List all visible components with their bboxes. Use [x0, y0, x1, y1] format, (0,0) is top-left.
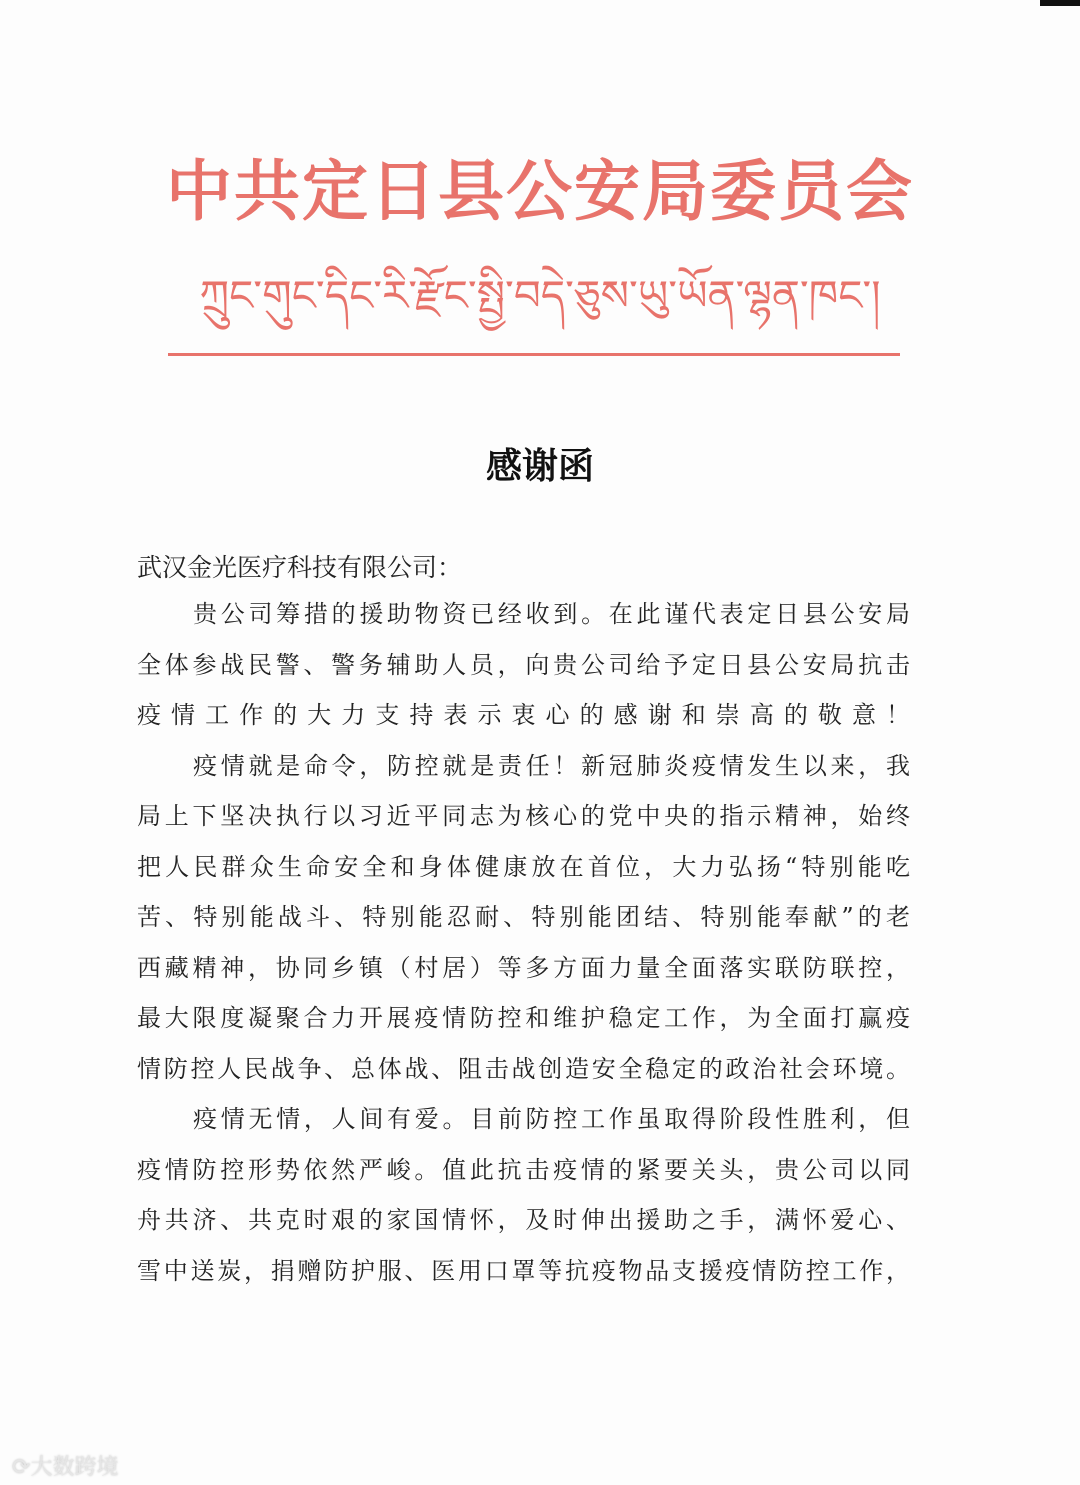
body-line: 贵公司筹措的援助物资已经收到。在此谨代表定日县公安局	[193, 600, 910, 628]
body-line: 疫情无情，人间有爱。目前防控工作虽取得阶段性胜利，但	[193, 1105, 910, 1133]
letter-body	[137, 596, 910, 1303]
letterhead-organization-tibetan: ཀྲུང་གུང་དིང་རི་རྫོང་སྤྱི་བདེ་ཅུས་ཡུ་ཡོན་ལྷན་ཁང་།	[199, 271, 881, 320]
body-line: 局上下坚决执行以习近平同志为核心的党中央的指示精神，始终	[137, 802, 910, 830]
watermark-text: 大数跨境	[30, 1455, 119, 1480]
body-line: 最大限度凝聚合力开展疫情防控和维护稳定工作，为全面打赢疫	[137, 1004, 910, 1032]
body-line: 舟共济、共克时艰的家国情怀，及时伸出援助之手，满怀爱心、	[137, 1206, 910, 1234]
body-line: 西藏精神，协同乡镇（村居）等多方面力量全面落实联防联控，	[137, 953, 910, 982]
document-title: 感谢函	[485, 445, 594, 487]
body-line: 苦、特别能战斗、特别能忍耐、特别能团结、特别能奉献”的老	[137, 903, 910, 931]
body-line: 疫情就是命令，防控就是责任！新冠肺炎疫情发生以来，我	[193, 751, 910, 780]
salutation: 武汉金光医疗科技有限公司：	[137, 553, 463, 582]
letterhead-organization: 中共定日县公安局委员会	[166, 152, 914, 230]
body-line: 全体参战民警、警务辅助人员，向贵公司给予定日县公安局抗击	[137, 650, 910, 679]
body-line: 疫情防控形势依然严峻。值此抗击疫情的紧要关头，贵公司以同	[137, 1155, 910, 1184]
body-line: 把人民群众生命安全和身体健康放在首位，大力弘扬“特别能吃	[137, 852, 910, 881]
body-line: 情防控人民战争、总体战、阻击战创造安全稳定的政治社会环境。	[137, 1054, 910, 1083]
scan-edge-mark	[1040, 0, 1080, 6]
letterhead-divider	[168, 353, 900, 356]
watermark-logo: ⟳大数跨境	[12, 1455, 119, 1480]
body-line: 疫情工作的大力支持表示衷心的感谢和崇高的敬意！	[137, 701, 910, 729]
body-line: 雪中送炭，捐赠防护服、医用口罩等抗疫物品支援疫情防控工作，	[137, 1256, 910, 1285]
